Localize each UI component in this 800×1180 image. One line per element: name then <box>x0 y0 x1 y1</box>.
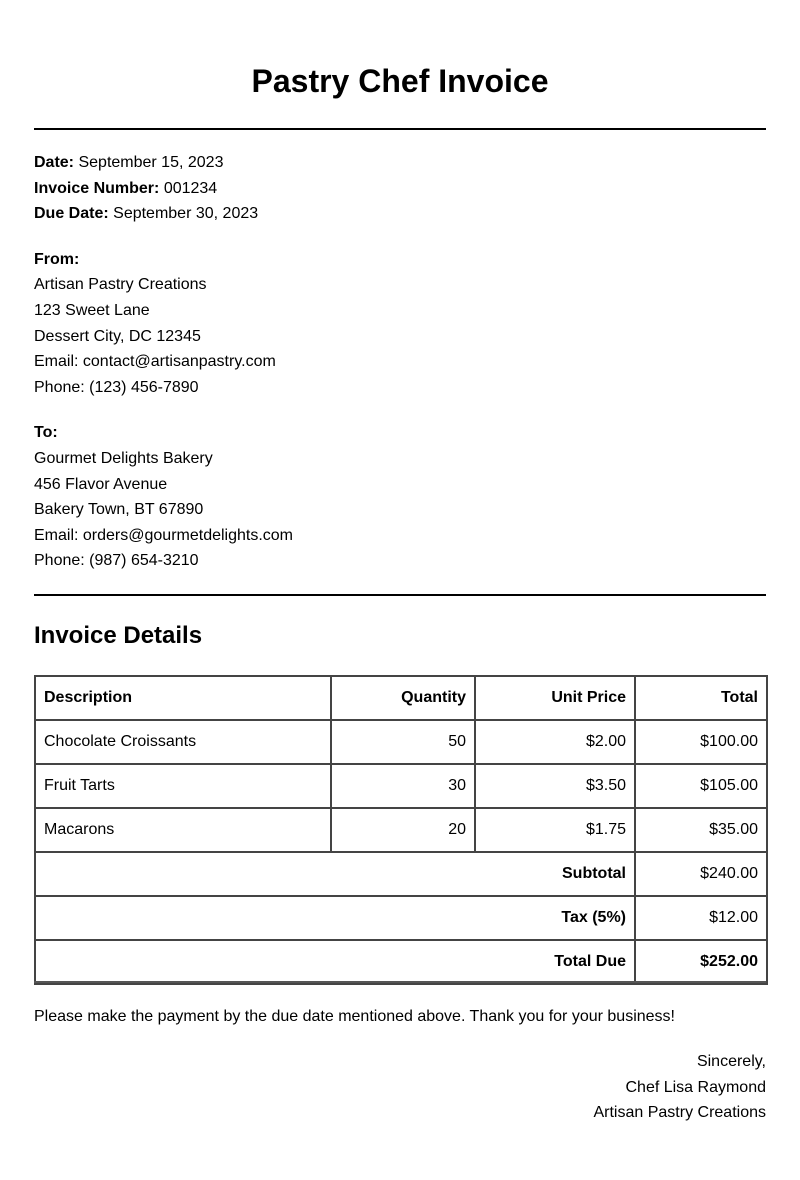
date-label: Date: <box>34 154 75 171</box>
total-due-label: Total Due <box>35 940 635 984</box>
from-street: 123 Sweet Lane <box>34 302 150 319</box>
item-quantity: 30 <box>331 764 475 808</box>
due-date-label: Due Date: <box>34 205 109 222</box>
date-line <box>34 153 223 173</box>
to-phone: Phone: (987) 654-3210 <box>34 552 199 569</box>
signature-closing: Sincerely, <box>696 1053 766 1070</box>
from-name: Artisan Pastry Creations <box>34 276 207 293</box>
to-street: 456 Flavor Avenue <box>34 476 168 493</box>
signature-company: Artisan Pastry Creations <box>593 1104 766 1121</box>
subtotal-value: $240.00 <box>635 852 767 896</box>
invoice-number-value: 001234 <box>163 180 218 197</box>
from-label: From: <box>34 251 80 268</box>
item-description: Chocolate Croissants <box>35 720 331 764</box>
page-title: Pastry Chef Invoice <box>251 63 549 99</box>
item-description: Fruit Tarts <box>35 764 331 808</box>
subtotal-row <box>35 852 767 896</box>
item-total: $35.00 <box>635 808 767 852</box>
due-date-line <box>34 204 258 224</box>
subtotal-label: Subtotal <box>35 852 635 896</box>
item-unit-price: $1.75 <box>475 808 635 852</box>
header-divider <box>34 128 766 130</box>
footer-divider <box>34 981 766 983</box>
tax-row <box>35 896 767 940</box>
item-total: $105.00 <box>635 764 767 808</box>
payment-note: Please make the payment by the due date mentioned above. Thank you for your business! <box>34 1008 675 1025</box>
header-total: Total <box>635 676 767 720</box>
from-city: Dessert City, DC 12345 <box>34 328 201 345</box>
table-row <box>35 808 767 852</box>
item-unit-price: $3.50 <box>475 764 635 808</box>
header-unit-price: Unit Price <box>475 676 635 720</box>
total-due-row <box>35 940 767 984</box>
item-unit-price: $2.00 <box>475 720 635 764</box>
invoice-table <box>34 675 768 985</box>
item-total: $100.00 <box>635 720 767 764</box>
tax-label: Tax (5%) <box>35 896 635 940</box>
to-label: To: <box>34 424 58 441</box>
header-quantity: Quantity <box>331 676 475 720</box>
signature-name: Chef Lisa Raymond <box>625 1079 766 1096</box>
to-city: Bakery Town, BT 67890 <box>34 501 204 518</box>
item-quantity: 50 <box>331 720 475 764</box>
table-row <box>35 720 767 764</box>
invoice-number-label: Invoice Number: <box>34 180 160 197</box>
from-phone: Phone: (123) 456-7890 <box>34 379 199 396</box>
to-email: Email: orders@gourmetdelights.com <box>34 527 294 544</box>
table-row <box>35 764 767 808</box>
from-email: Email: contact@artisanpastry.com <box>34 353 276 370</box>
invoice-number-line <box>34 179 217 199</box>
to-name: Gourmet Delights Bakery <box>34 450 213 467</box>
header-description: Description <box>35 676 331 720</box>
table-header-row <box>35 676 767 720</box>
item-quantity: 20 <box>331 808 475 852</box>
due-date-value: September 30, 2023 <box>113 205 259 222</box>
total-due-value: $252.00 <box>635 940 767 984</box>
tax-value: $12.00 <box>635 896 767 940</box>
invoice-details-heading: Invoice Details <box>34 622 203 649</box>
item-description: Macarons <box>35 808 331 852</box>
details-divider <box>34 594 766 596</box>
date-value: September 15, 2023 <box>78 154 224 171</box>
